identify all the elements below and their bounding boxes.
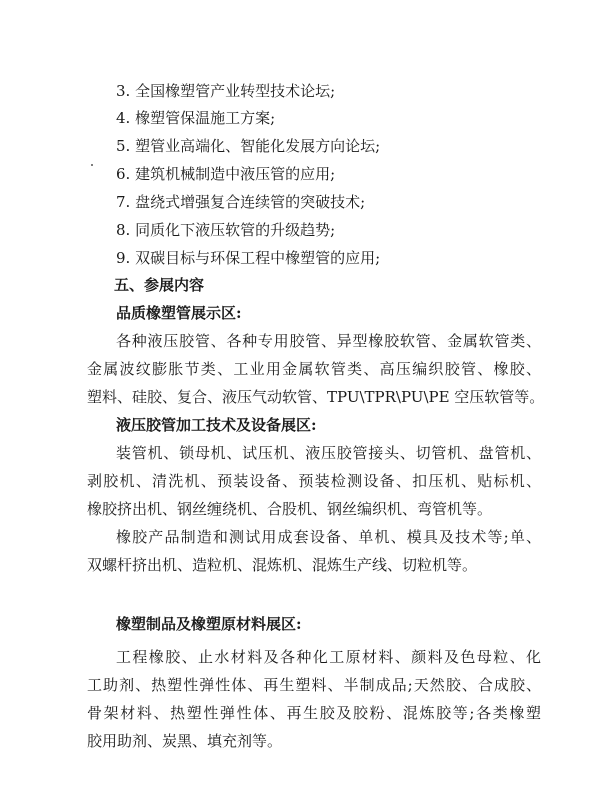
zone-text-line: 工助剂、热塑性弹性体、再生塑料、半制成品;天然胶、合成胶、 <box>87 676 541 694</box>
zone-text-line: 装管机、锁母机、试压机、液压胶管接头、切管机、盘管机、 <box>116 444 541 462</box>
zone-title: 液压胶管加工技术及设备展区: <box>116 416 317 434</box>
zone-text-line: 工程橡胶、止水材料及各种化工原材料、颜料及色母粒、化 <box>116 648 541 666</box>
zone-text-line: 剥胶机、清洗机、预装设备、预装检测设备、扣压机、贴标机、 <box>87 472 541 490</box>
agenda-item: 5. 塑管业高端化、智能化发展方向论坛; <box>116 137 381 155</box>
zone-title: 品质橡塑管展示区: <box>116 304 242 322</box>
zone-text-line: 各种液压胶管、各种专用胶管、异型橡胶软管、金属软管类、 <box>116 332 541 350</box>
zone-text-line: 橡胶产品制造和测试用成套设备、单机、模具及技术等;单、 <box>116 528 541 546</box>
scan-speck <box>91 164 93 166</box>
zone-text-line: 橡胶挤出机、钢丝缠绕机、合股机、钢丝编织机、弯管机等。 <box>87 500 493 518</box>
agenda-item: 7. 盘绕式增强复合连续管的突破技术; <box>116 193 366 211</box>
agenda-item: 3. 全国橡塑管产业转型技术论坛; <box>116 82 336 100</box>
zone-text-line: 双螺杆挤出机、造粒机、混炼机、混炼生产线、切粒机等。 <box>87 556 478 574</box>
zone-text-line: 金属波纹膨胀节类、工业用金属软管类、高压编织胶管、橡胶、 <box>87 360 541 378</box>
zone-text-line: 骨架材料、热塑性弹性体、再生胶及胶粉、混炼胶等;各类橡塑 <box>87 704 541 722</box>
zone-text-line: 塑料、硅胶、复合、液压气动软管、TPU\TPR\PU\PE 空压软管等。 <box>87 388 545 406</box>
agenda-item: 8. 同质化下液压软管的升级趋势; <box>116 221 336 239</box>
section-heading: 五、参展内容 <box>114 276 205 294</box>
zone-text-line: 胶用助剂、炭黑、填充剂等。 <box>87 732 283 750</box>
zone-title: 橡塑制品及橡塑原材料展区: <box>116 615 302 633</box>
agenda-item: 6. 建筑机械制造中液压管的应用; <box>116 165 336 183</box>
agenda-item: 4. 橡塑管保温施工方案; <box>116 109 276 127</box>
agenda-item: 9. 双碳目标与环保工程中橡塑管的应用; <box>116 249 381 267</box>
